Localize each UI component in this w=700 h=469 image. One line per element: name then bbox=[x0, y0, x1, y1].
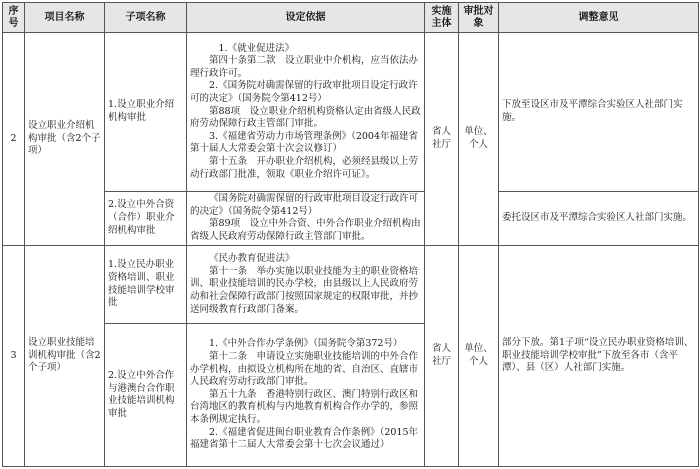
row-item-name: 设立职业介绍机构审批（含2个子项） bbox=[25, 33, 105, 246]
policy-table bbox=[2, 2, 699, 467]
header-sub-name: 子项名称 bbox=[105, 3, 187, 33]
header-item-name: 项目名称 bbox=[25, 3, 105, 33]
basis-line: 第十一条 举办实施以职业技能为主的职业资格培训、职业技能培训的民办学校，由县级以上人民政府劳动和社会保障行政部门按照国家规定的权限审批，并抄送同级教育行政部门备案。 bbox=[190, 265, 419, 315]
header-basis: 设定依据 bbox=[187, 3, 425, 33]
basis-line: 《民办教育促进法》 bbox=[209, 253, 295, 265]
sub-item-name: 2.设立中外合作与港澳台合作职业技能培训机构审批 bbox=[105, 324, 187, 467]
header-subject: 实施主体 bbox=[425, 3, 459, 33]
table-row bbox=[3, 33, 699, 192]
row-target: 单位、个人 bbox=[459, 33, 499, 246]
row-target: 单位、个人 bbox=[459, 245, 499, 466]
sub-basis bbox=[187, 33, 425, 192]
table-row bbox=[3, 191, 699, 245]
sub-basis bbox=[187, 245, 425, 323]
basis-line: 3.《福建省劳动力市场管理条例》（2004年福建省第十届人大常委会第十次会议修订） bbox=[190, 130, 418, 155]
basis-line: 第四十条第二款 设立职业中介机构，应当依法办理行政许可。 bbox=[190, 55, 419, 79]
row-seq: 2 bbox=[3, 33, 25, 246]
row-seq: 3 bbox=[3, 245, 25, 466]
header-seq: 序号 bbox=[3, 3, 25, 33]
table-header bbox=[3, 3, 699, 33]
row-item-name: 设立职业技能培训机构审批（含2个子项） bbox=[25, 245, 105, 466]
header-opinion: 调整意见 bbox=[499, 3, 699, 33]
basis-line: 1.《就业促进法》 bbox=[218, 42, 295, 54]
basis-line: 《国务院对确需保留的行政审批项目设定行政许可的决定》（国务院令第412号） bbox=[190, 193, 419, 217]
basis-line: 2.《福建省促进闽台职业教育合作条例》（2015年福建省第十二届人大常委会第十七次会议通过） bbox=[190, 426, 418, 451]
basis-line: 1.《中外合作办学条例》（国务院令第372号） bbox=[209, 338, 403, 350]
basis-line: 第十五条 开办职业介绍机构，必须经县级以上劳动行政部门批准，领取《职业介绍许可证》。 bbox=[190, 155, 419, 180]
sub-basis bbox=[187, 324, 425, 467]
basis-line: 第十二条 申请设立实施职业技能培训的中外合作办学机构，由拟设立机构所在地的省、自治区、直辖市人民政府劳动行政部门审批。 bbox=[190, 351, 419, 388]
row-subject: 省人社厅 bbox=[425, 33, 459, 246]
basis-line: 第88项 设立职业介绍机构资格认定由省级人民政府劳动保障行政主管部门审批。 bbox=[190, 105, 421, 130]
row-opinion: 部分下放。第1子项“设立民办职业资格培训、职业技能培训学校审批”下放至各市（含平潭）、县（区）人社部门实施。 bbox=[499, 245, 699, 466]
sub-opinion: 下放至设区市及平潭综合实验区人社部门实施。 bbox=[499, 33, 699, 192]
header-target: 审批对象 bbox=[459, 3, 499, 33]
sub-basis bbox=[187, 191, 425, 245]
row-subject: 省人社厅 bbox=[425, 245, 459, 466]
table-row bbox=[3, 245, 699, 323]
sub-item-name: 1.设立职业介绍机构审批 bbox=[105, 33, 187, 192]
sub-opinion: 委托设区市及平潭综合实验区人社部门实施。 bbox=[499, 191, 699, 245]
sub-item-name: 1.设立民办职业资格培训、职业技能培训学校审批 bbox=[105, 245, 187, 323]
basis-line: 2.《国务院对确需保留的行政审批项目设定行政许可的决定》（国务院令第412号） bbox=[190, 80, 418, 104]
sub-item-name: 2.设立中外合资（合作）职业介绍机构审批 bbox=[105, 191, 187, 245]
basis-line: 第89项 设立中外合资、中外合作职业介绍机构由省级人民政府劳动保障行政主管部门审批。 bbox=[190, 218, 421, 242]
basis-line: 第五十九条 香港特别行政区、澳门特别行政区和台湾地区的教育机构与内地教育机构合作办学的，参照本条例规定执行。 bbox=[190, 388, 419, 426]
